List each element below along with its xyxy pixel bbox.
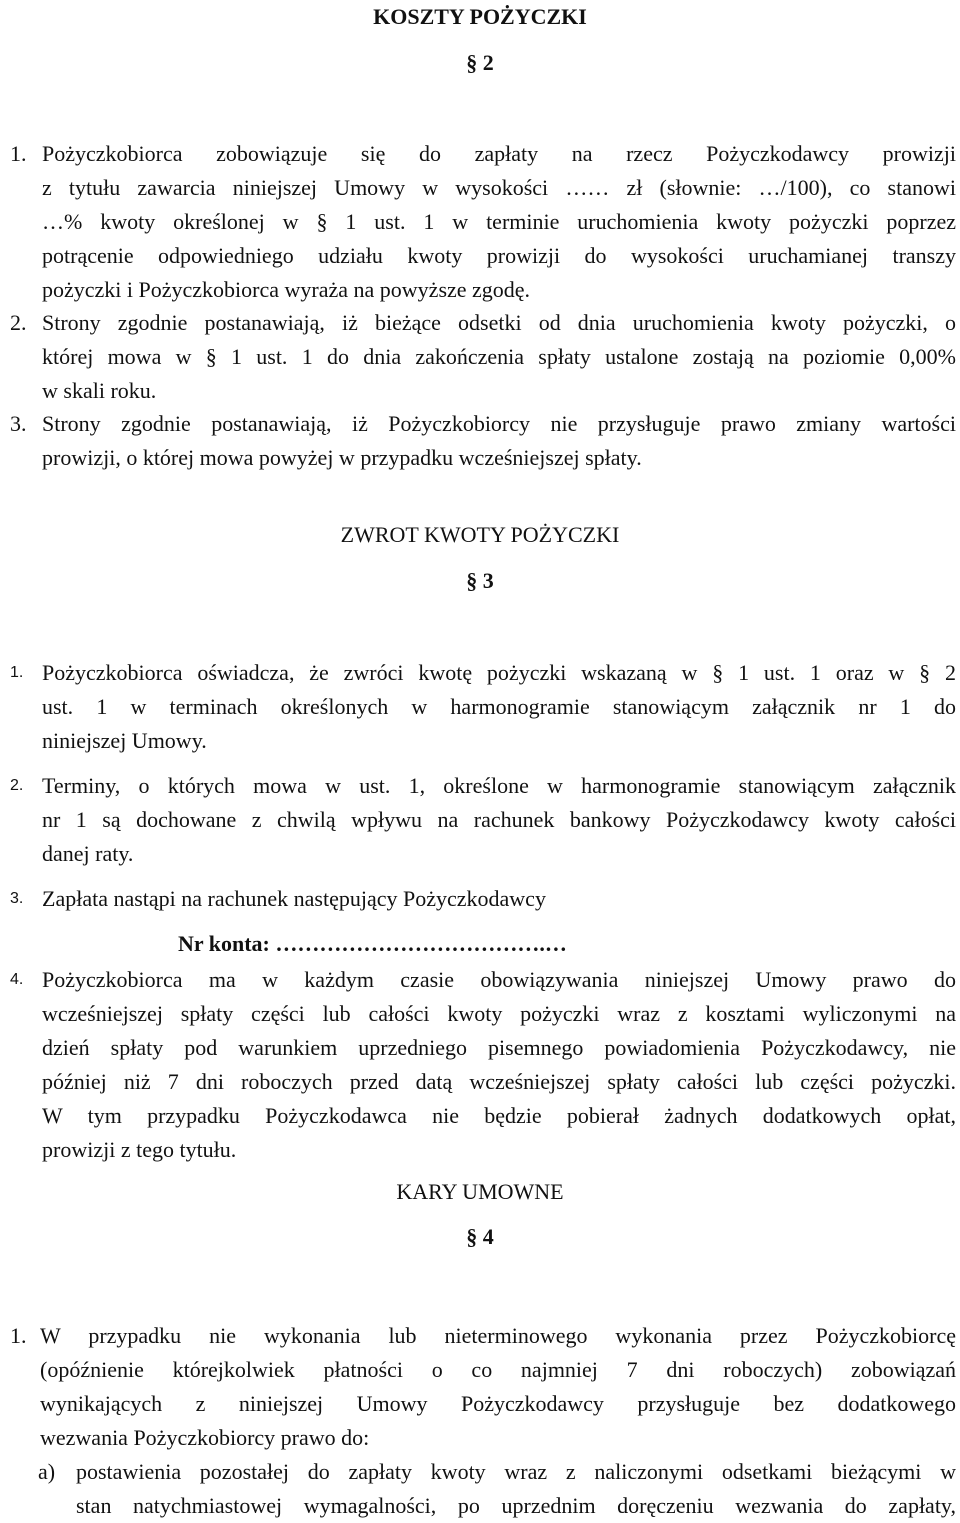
clause-number: 3. [10, 411, 27, 436]
text-line: Strony zgodnie postanawiają, iż Pożyczkobiorcy nie przysługuje prawo zmiany wartości [42, 411, 956, 436]
section-title-kary: KARY UMOWNE [396, 1179, 564, 1204]
clause-number: 1. [10, 141, 27, 166]
text-line: prowizji z tego tytułu. [42, 1137, 237, 1162]
section-title-zwrot: ZWROT KWOTY POŻYCZKI [340, 522, 620, 547]
text-line: Strony zgodnie postanawiają, iż bieżące odsetki od dnia uruchomienia kwoty pożyczki, o [42, 310, 956, 335]
text-line: stan natychmiastowej wymagalności, po uprzednim doręczeniu wezwania do zapłaty, [76, 1493, 956, 1518]
clause-number: 4. [10, 971, 24, 988]
clause-text [42, 882, 956, 916]
text-line: ust. 1 w terminach określonych w harmonogramie stanowiącym załącznik nr 1 do [42, 694, 956, 719]
text-line: dzień spłaty pod warunkiem uprzedniego pisemnego powiadomienia Pożyczkodawcy, nie [42, 1035, 956, 1060]
clause-number: 2. [10, 777, 24, 794]
clause-letter: a) [38, 1459, 56, 1484]
text-line: wcześniejszej spłaty części lub całości kwoty pożyczki wraz z kosztami wyliczonymi na [42, 1001, 956, 1026]
text-line: prowizji, o której mowa powyżej w przypadku wcześniejszej spłaty. [42, 445, 642, 470]
text-line: z tytułu zawarcia niniejszej Umowy w wysokości …… zł (słownie: …/100), co stanowi [42, 175, 956, 200]
text-line: W przypadku nie wykonania lub nieterminowego wykonania przez Pożyczkobiorcę [40, 1323, 956, 1348]
text-line: później niż 7 dni roboczych przed datą wcześniejszej spłaty całości lub części pożyczki. [42, 1069, 956, 1094]
text-line: Zapłata nastąpi na rachunek następujący Pożyczkodawcy [42, 886, 546, 911]
clause-text [42, 656, 956, 758]
text-line: W tym przypadku Pożyczkodawca nie będzie pobierał żadnych dodatkowych opłat, [42, 1103, 956, 1128]
text-line: Pożyczkobiorca ma w każdym czasie obowiązywania niniejszej Umowy prawo do [42, 967, 956, 992]
clause-text [42, 137, 956, 307]
text-line: …% kwoty określonej w § 1 ust. 1 w terminie uruchomienia kwoty pożyczki poprzez [42, 209, 956, 234]
clause-text [42, 963, 956, 1167]
text-line: niniejszej Umowy. [42, 728, 207, 753]
text-line: postawienia pozostałej do zapłaty kwoty wraz z naliczonymi odsetkami bieżącymi w [76, 1459, 956, 1484]
text-line: pożyczki i Pożyczkobiorca wyraża na powyższe zgodę. [42, 277, 531, 302]
text-line: wezwania Pożyczkobiorcy prawo do: [40, 1425, 370, 1450]
text-line: (opóźnienie którejkolwiek płatności o co najmniej 7 dni roboczych) zobowiązań [40, 1357, 956, 1382]
paragraph-number-2: § 2 [466, 50, 494, 75]
text-line: nr 1 są dochowane z chwilą wpływu na rachunek bankowy Pożyczkodawcy kwoty całości [42, 807, 956, 832]
paragraph-number-3: § 3 [466, 568, 494, 593]
clause-text [42, 407, 956, 475]
text-line: potrącenie odpowiedniego udziału kwoty prowizji do wysokości uruchamianej transzy [42, 243, 956, 268]
clause-number: 1. [10, 1323, 27, 1348]
account-number-field: Nr konta: ……………………………….… [178, 931, 567, 956]
clause-number: 3. [10, 890, 24, 907]
text-line: Pożyczkobiorca zobowiązuje się do zapłaty na rzecz Pożyczkodawcy prowizji [42, 141, 956, 166]
clause-text [40, 1319, 956, 1455]
clause-text [42, 306, 956, 408]
text-line: Terminy, o których mowa w ust. 1, określone w harmonogramie stanowiącym załącznik [42, 773, 956, 798]
clause-number: 2. [10, 310, 27, 335]
text-line: w skali roku. [42, 378, 157, 403]
clause-text [76, 1455, 956, 1523]
text-line: Pożyczkobiorca oświadcza, że zwróci kwotę pożyczki wskazaną w § 1 ust. 1 oraz w § 2 [42, 660, 956, 685]
text-line: wynikających z niniejszej Umowy Pożyczkodawcy przysługuje bez dodatkowego [40, 1391, 956, 1416]
text-line: danej raty. [42, 841, 134, 866]
text-line: której mowa w § 1 ust. 1 do dnia zakończenia spłaty ustalone zostają na poziomie 0,00% [42, 344, 956, 369]
paragraph-number-4: § 4 [466, 1224, 494, 1249]
clause-number: 1. [10, 664, 24, 681]
section-title-koszty: KOSZTY POŻYCZKI [373, 4, 587, 29]
clause-text [42, 769, 956, 871]
